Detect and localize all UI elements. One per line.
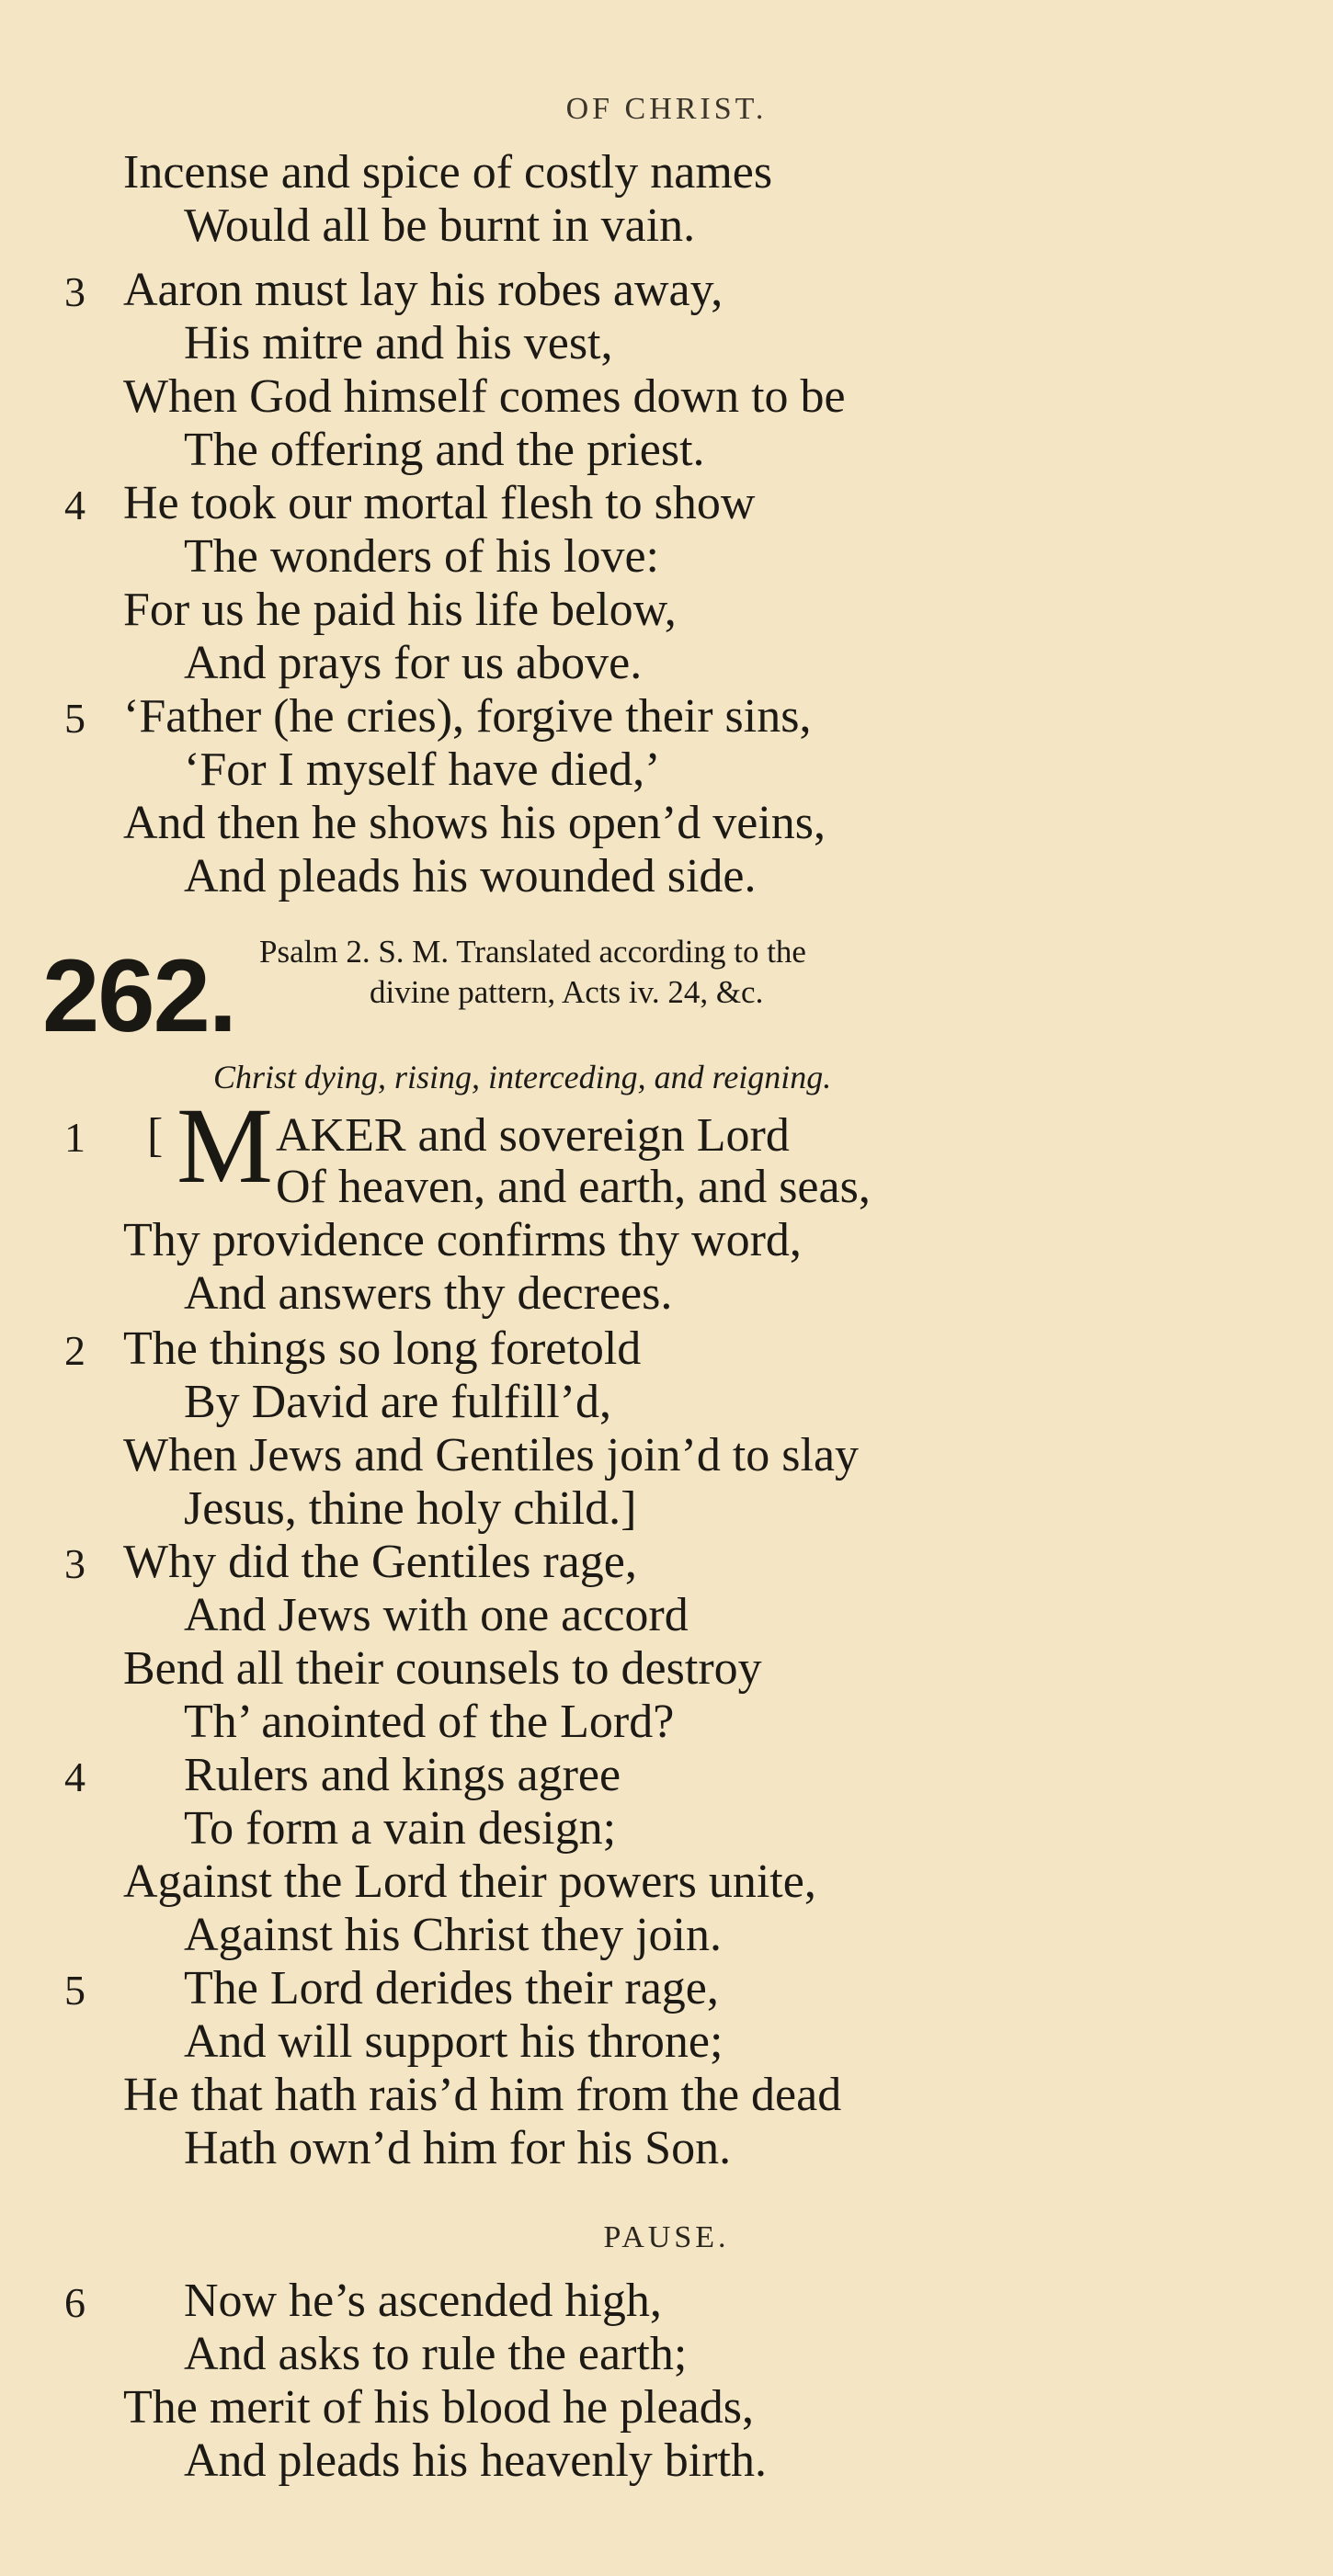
verse-line: And Jews with one accord	[184, 1589, 689, 1641]
verse-line: AKER and sovereign Lord	[276, 1109, 790, 1162]
verse-line: Incense and spice of costly names	[123, 146, 773, 199]
stanza-number: 3	[64, 268, 85, 315]
hymn-subtitle: Christ dying, rising, interceding, and reigning.	[213, 1059, 832, 1095]
verse-line: Against the Lord their powers unite,	[123, 1855, 816, 1908]
stanza-number: 2	[64, 1327, 85, 1374]
stanza-number: 4	[64, 1753, 85, 1800]
verse-line: ‘For I myself have died,’	[184, 743, 661, 796]
drop-cap: M	[177, 1085, 273, 1206]
hymn-number: 262.	[42, 938, 235, 1053]
verse-line: To form a vain design;	[184, 1802, 617, 1855]
hymn-meta-line: divine pattern, Acts iv. 24, &c.	[370, 974, 764, 1010]
hymn-meta-line: Psalm 2. S. M. Translated according to the	[259, 934, 806, 970]
verse-line: Now he’s ascended high,	[184, 2275, 662, 2327]
verse-line: And then he shows his open’d veins,	[123, 797, 826, 849]
verse-line: And pleads his wounded side.	[184, 850, 757, 902]
verse-line: When God himself comes down to be	[123, 370, 846, 423]
verse-line: By David are fulfill’d,	[184, 1376, 611, 1428]
verse-line: The wonders of his love:	[184, 530, 660, 583]
verse-line: For us he paid his life below,	[123, 584, 677, 636]
stanza-number: 5	[64, 1967, 85, 2014]
verse-line: The merit of his blood he pleads,	[123, 2381, 754, 2434]
verse-line: He took our mortal flesh to show	[123, 477, 756, 529]
verse-line: The Lord derides their rage,	[184, 1962, 719, 2014]
stanza-number: 6	[64, 2279, 85, 2326]
verse-line: Aaron must lay his robes away,	[123, 264, 723, 316]
stanza-number: 1	[64, 1114, 85, 1161]
verse-line: And asks to rule the earth;	[184, 2328, 688, 2380]
verse-line: Bend all their counsels to destroy	[123, 1642, 762, 1695]
verse-line: And will support his throne;	[184, 2015, 723, 2068]
verse-line: Thy providence confirms thy word,	[123, 1214, 802, 1266]
stanza-number: 4	[64, 482, 85, 528]
verse-line: And prays for us above.	[184, 637, 643, 689]
verse-line: Why did the Gentiles rage,	[123, 1536, 637, 1588]
verse-line: When Jews and Gentiles join’d to slay	[123, 1429, 860, 1481]
verse-line: Against his Christ they join.	[184, 1909, 722, 1961]
stanza-number: 3	[64, 1540, 85, 1587]
verse-line: Th’ anointed of the Lord?	[184, 1696, 675, 1748]
verse-line: He that hath rais’d him from the dead	[123, 2069, 842, 2121]
opening-bracket: [	[147, 1109, 164, 1162]
verse-line: Of heaven, and earth, and seas,	[276, 1161, 871, 1213]
verse-line: Hath own’d him for his Son.	[184, 2122, 732, 2174]
verse-line: The things so long foretold	[123, 1322, 642, 1375]
verse-line: Jesus, thine holy child.]	[184, 1482, 637, 1535]
running-head: OF CHRIST.	[565, 92, 768, 126]
verse-line: And pleads his heavenly birth.	[184, 2434, 767, 2487]
pause-label: PAUSE.	[603, 2220, 730, 2254]
verse-line: And answers thy decrees.	[184, 1267, 673, 1320]
verse-line: ‘Father (he cries), forgive their sins,	[123, 690, 812, 743]
verse-line: The offering and the priest.	[184, 424, 705, 476]
verse-line: Would all be burnt in vain.	[184, 199, 696, 252]
verse-line: His mitre and his vest,	[184, 317, 613, 369]
verse-line: Rulers and kings agree	[184, 1749, 621, 1801]
stanza-number: 5	[64, 695, 85, 742]
